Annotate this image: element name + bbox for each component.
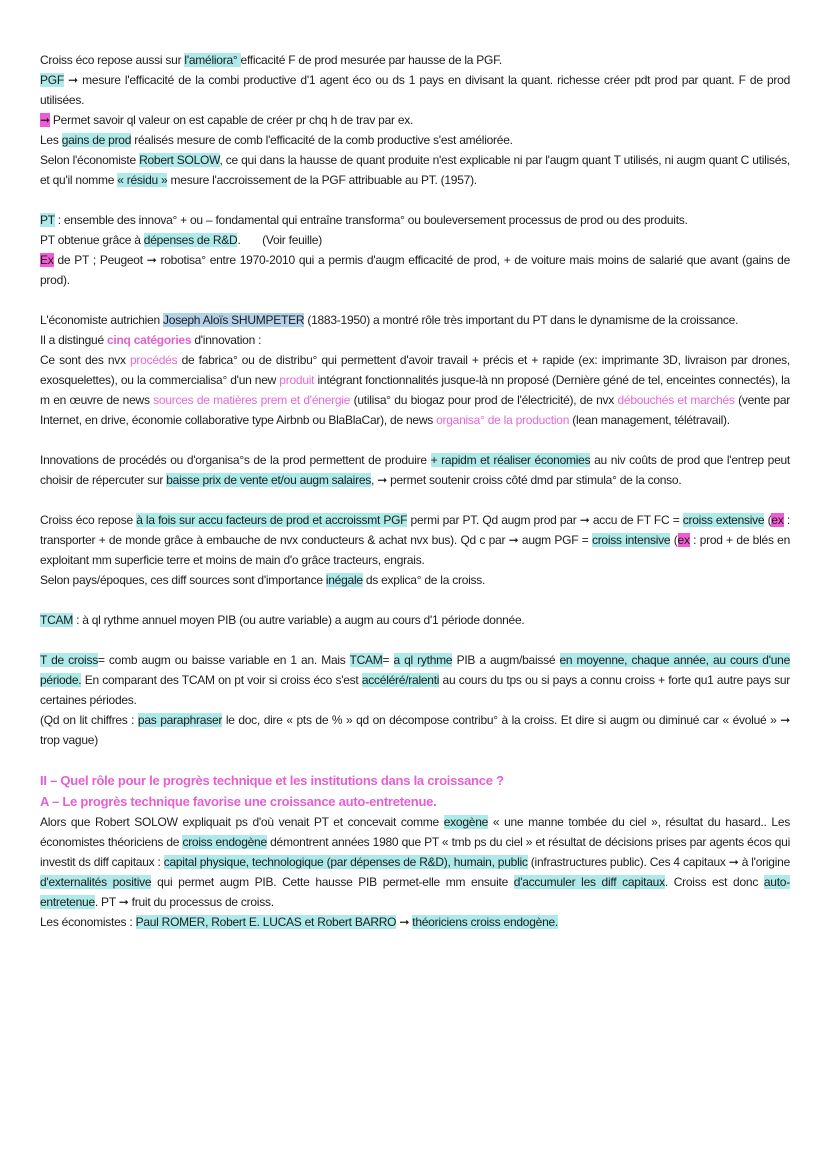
- highlight: auto-entretenue: [40, 875, 790, 909]
- highlight: « résidu »: [117, 173, 168, 187]
- highlight: d'accumuler les diff capitaux: [513, 875, 665, 889]
- emphasis: sources de matières prem et d'énergie: [153, 393, 351, 407]
- paragraph-reading-figures: (Qd on lit chiffres : pas paraphraser le doc, dire « pts de % » qd on décompose contribu° à la croiss. Et dire si augm ou diminué car « évolué » ➞ trop vague): [40, 713, 790, 747]
- highlight: PT: [40, 213, 55, 227]
- section-heading: II – Quel rôle pour le progrès technique et les institutions dans la croissance ?: [40, 773, 504, 788]
- highlight: capital physique, technologique (par dépenses de R&D), humain, public: [163, 855, 528, 869]
- paragraph-pt-definition: PT : ensemble des innova° + ou – fondamental qui entraîne transforma° ou bouleversement processus de prod ou des produits.: [40, 213, 688, 227]
- highlight: en moyenne, chaque année, au cours d'une période.: [40, 653, 791, 687]
- highlight: croiss endogène: [182, 835, 267, 849]
- subsection-heading: A – Le progrès technique favorise une croissance auto-entretenue.: [40, 794, 437, 809]
- highlight: Robert SOLOW: [139, 153, 220, 167]
- paragraph-pgf-intro: Croiss éco repose aussi sur l'améliora° efficacité F de prod mesurée par hausse de la PGF.: [40, 53, 502, 67]
- paragraph-arrow-note: ➞ Permet savoir ql valeur on est capable de créer pr chq h de trav par ex.: [40, 113, 414, 127]
- paragraph-innovation-types: Ce sont des nvx procédés de fabrica° ou de distribu° qui permettent d'avoir travail + précis et + rapide (ex: imprimante 3D, livraison par drones, exosquelettes), ou la commercialisa° d'un new produit intégrant fonctionnalités jusque-là nn proposé (Dernière géné de tel, enceintes connectés), la m en œuvre de news sources de matières prem et d'énergie (utilisa° du biogaz pour prod de l'électricité), de nvx débouchés et marchés (vente par Internet, en drive, économie collaborative type Airbnb ou BlaBlaCar), de news organisa° de la production (lean management, télétravail).: [40, 353, 791, 427]
- paragraph-sources-importance: Selon pays/époques, ces diff sources sont d'importance inégale ds explica° de la croiss.: [40, 573, 486, 587]
- highlight: inégale: [325, 573, 363, 587]
- paragraph-growth-sources: Croiss éco repose à la fois sur accu facteurs de prod et accroissmt PGF permi par PT. Qd augm prod par ➞ accu de FT FC = croiss extensive (ex : transporter + de monde grâce à embauche de nvx conducteurs & achat nvx bus). Qd c par ➞ augm PGF = croiss intensive (ex : prod + de blés en exploitant mm superficie terre et moins de main d'o grâce tracteurs, engrais.: [40, 513, 790, 567]
- paragraph-gains: Les gains de prod réalisés mesure de comb l'efficacité de la comb productive s'est améliorée.: [40, 133, 513, 147]
- highlight: croiss extensive: [682, 513, 765, 527]
- paragraph-solow: Selon l'économiste Robert SOLOW, ce qui dans la hausse de quant produite n'est explicable ni par l'augm quant T utilisés, ni augm quant C utilisés, et qu'il nomme « résidu » mesure l'accroissement de la PGF attribuable au PT. (1957).: [40, 153, 790, 187]
- highlight: PGF: [40, 73, 64, 87]
- highlight: pas paraphraser: [137, 713, 223, 727]
- highlight: d'externalités positive: [40, 875, 152, 889]
- highlight: exogène: [443, 815, 489, 829]
- paragraph-schumpeter: L'économiste autrichien Joseph Aloïs SHUMPETER (1883-1950) a montré rôle très important du PT dans le dynamisme de la croissance.: [40, 313, 739, 327]
- highlight-magenta: ex: [677, 533, 690, 547]
- paragraph-growth-rate: T de croiss= comb augm ou baisse variable en 1 an. Mais TCAM= a ql rythme PIB a augm/baissé en moyenne, chaque année, au cours d'une période. En comparant des TCAM on pt voir si croiss éco s'est accéléré/ralenti au cours du tps ou si pays a connu croiss + forte qu1 autre pays sur certaines périodes.: [40, 653, 791, 707]
- paragraph-five-categories: Il a distingué cinq catégories d'innovation :: [40, 333, 262, 347]
- highlight-magenta: ex: [771, 513, 784, 527]
- emphasis: débouchés et marchés: [617, 393, 735, 407]
- highlight-magenta: Ex: [40, 253, 54, 267]
- paragraph-tcam: TCAM : à ql rythme annuel moyen PIB (ou autre variable) a augm au cours d'1 période donnée.: [40, 613, 525, 627]
- highlight: dépenses de R&D: [143, 233, 238, 247]
- highlight: baisse prix de vente et/ou augm salaires: [166, 473, 372, 487]
- highlight: gains de prod: [61, 133, 132, 147]
- highlight: l'améliora°: [184, 53, 241, 67]
- highlight: théoriciens croiss endogène.: [412, 915, 558, 929]
- highlight: T de croiss: [40, 653, 98, 667]
- paragraph-endogenous-growth: Alors que Robert SOLOW expliquait ps d'où venait PT et concevait comme exogène « une manne tombée du ciel », résultat du hasard.. Les économistes théoriciens de croiss endogène démontrent années 1980 que PT « tmb ps du ciel » et résultat de décisions prises par agents écos qui investit ds diff capitaux : capital physique, technologique (par dépenses de R&D), humain, public (infrastructures public). Ces 4 capitaux ➞ à l'origine d'externalités positive qui permet augm PIB. Cette hausse PIB permet-elle mm ensuite d'accumuler les diff capitaux. Croiss est donc auto-entretenue. PT ➞ fruit du processus de croiss.: [40, 815, 791, 909]
- highlight-blue: Joseph Aloïs SHUMPETER: [163, 313, 305, 327]
- highlight: Paul ROMER, Robert E. LUCAS et Robert BARRO: [135, 915, 397, 929]
- arrow-icon: ➞: [40, 113, 50, 127]
- emphasis: produit: [279, 373, 315, 387]
- document-page: [40, 50, 790, 932]
- highlight: a ql rythme: [393, 653, 453, 667]
- paragraph-example-peugeot: Ex de PT ; Peugeot ➞ robotisa° entre 1970-2010 qui a permis d'augm efficacité de prod, + de voiture mais moins de salarié que avant (gains de prod).: [40, 253, 790, 287]
- paragraph-innovation-effects: Innovations de procédés ou d'organisa°s de la prod permettent de produire + rapidm et réaliser économies au niv coûts de prod que l'entrep peut choisir de répercuter sur baisse prix de vente et/ou augm salaires, ➞ permet soutenir croiss côté dmd par stimula° de la conso.: [40, 453, 790, 487]
- highlight: TCAM: [349, 653, 383, 667]
- emphasis: cinq catégories: [106, 333, 192, 347]
- emphasis: procédés: [129, 353, 178, 367]
- paragraph-rd: PT obtenue grâce à dépenses de R&D. (Voir feuille): [40, 233, 322, 247]
- highlight: croiss intensive: [591, 533, 671, 547]
- highlight: + rapidm et réaliser économies: [430, 453, 591, 467]
- paragraph-economists: Les économistes : Paul ROMER, Robert E. LUCAS et Robert BARRO ➞ théoriciens croiss endogène.: [40, 915, 558, 929]
- emphasis: organisa° de la production: [436, 413, 570, 427]
- highlight: à la fois sur accu facteurs de prod et accroissmt PGF: [136, 513, 408, 527]
- paragraph-pgf-definition: PGF ➞ mesure l'efficacité de la combi productive d'1 agent éco ou ds 1 pays en divisant la quant. richesse créer pdt prod par quant. F de prod utilisées.: [40, 73, 790, 107]
- highlight: TCAM: [40, 613, 73, 627]
- highlight: accéléré/ralenti: [361, 673, 440, 687]
